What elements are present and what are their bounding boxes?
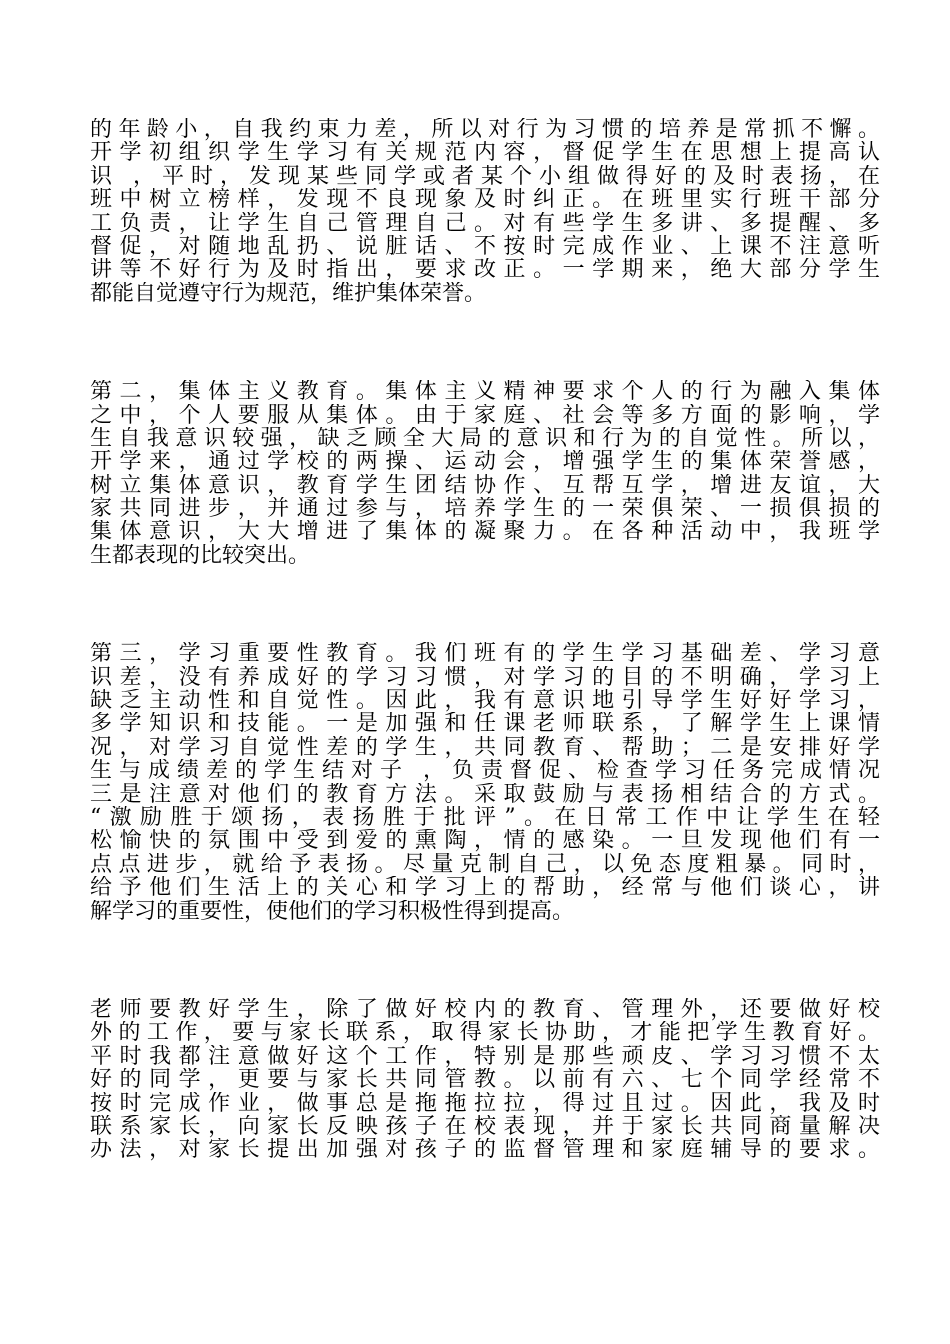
paragraph-gap [90,923,880,998]
text-line: 讲等不好行为及时指出，要求改正。一学期来，绝大部分学生 [90,258,880,282]
text-line: 识差，没有养成好的学习习惯，对学习的目的不明确，学习上 [90,665,880,690]
text-line: 三是注意对他们的教育方法。采取鼓励与表扬相结合的方式。 [90,782,880,806]
paragraph-behavior-habits [90,118,880,305]
text-line: 工负责，让学生自己管理自己。对有些学生多讲、多提醒、多 [90,211,880,235]
text-line: 生自我意识较强，缺乏顾全大局的意识和行为的自觉性。所以， [90,426,880,451]
text-line: 开学初组织学生学习有关规范内容，督促学生在思想上提高认 [90,141,880,165]
text-line: 平时我都注意做好这个工作，特别是那些顽皮、学习习惯不太 [90,1044,880,1069]
text-line: 都能自觉遵守行为规范，维护集体荣誉。 [90,281,487,306]
document-page [90,118,880,1162]
text-line: 树立集体意识，教育学生团结协作、互帮互学，增进友谊，大 [90,473,880,498]
text-line: 按时完成作业，做事总是拖拖拉拉，得过且过。因此，我及时 [90,1091,880,1115]
text-line: 松愉快的氛围中受到爱的熏陶，情的感染。一旦发现他们有一 [90,829,880,853]
text-line: 生都表现的比较突出。 [90,543,311,568]
text-line: 点点进步，就给予表扬。尽量克制自己，以免态度粗暴。同时， [90,852,880,877]
paragraph-gap [90,305,880,380]
text-line: 联系家长，向家长反映孩子在校表现，并于家长共同商量解决 [90,1114,880,1139]
paragraph-collectivism [90,380,880,567]
text-line: 开学来，通过学校的两操、运动会，增强学生的集体荣誉感， [90,450,880,474]
text-line: 识 ，平时，发现某些同学或者某个小组做得好的及时表扬，在 [90,164,880,189]
text-line: 外的工作，要与家长联系，取得家长协助，才能把学生教育好。 [90,1021,880,1045]
text-line: 给予他们生活上的关心和学习上的帮助，经常与他们谈心，讲 [90,876,880,900]
text-line: 好的同学，更要与家长共同管教。以前有六、七个同学经常不 [90,1068,880,1092]
text-line: 的年龄小，自我约束力差，所以对行为习惯的培养是常抓不懈。 [90,118,880,142]
text-line: 集体意识，大大增进了集体的凝聚力。在各种活动中，我班学 [90,520,880,544]
text-line: 解学习的重要性，使他们的学习积极性得到提高。 [90,899,575,923]
text-line: 老师要教好学生，除了做好校内的教育、管理外，还要做好校 [90,997,880,1022]
paragraph-gap [90,567,880,642]
text-line: 之中，个人要服从集体。由于家庭、社会等多方面的影响，学 [90,403,880,427]
paragraph-study-importance [90,642,880,923]
text-line: 家共同进步，并通过参与，培养学生的一荣俱荣、一损俱损的 [90,497,880,521]
text-line: 缺乏主动性和自觉性。因此，我有意识地引导学生好好学习， [90,689,880,713]
text-line: 办法，对家长提出加强对孩子的监督管理和家庭辅导的要求。 [90,1138,880,1162]
text-line: 第二，集体主义教育。集体主义精神要求个人的行为融入集体 [90,380,880,404]
paragraph-parent-contact [90,998,880,1162]
text-line: 生与成绩差的学生结对子 ，负责督促、检查学习任务完成情况 [90,759,880,783]
text-line: 班中树立榜样，发现不良现象及时纠正。在班里实行班干部分 [90,188,880,212]
text-line: 督促，对随地乱扔、说脏话、不按时完成作业、上课不注意听 [90,234,880,259]
text-line: 况，对学习自觉性差的学生，共同教育、帮助；二是安排好学 [90,735,880,760]
text-line: 多学知识和技能。一是加强和任课老师联系，了解学生上课情 [90,712,880,736]
text-line: “激励胜于颂扬，表扬胜于批评”。在日常工作中让学生在轻 [90,805,880,830]
text-line: 第三，学习重要性教育。我们班有的学生学习基础差、学习意 [90,642,880,666]
